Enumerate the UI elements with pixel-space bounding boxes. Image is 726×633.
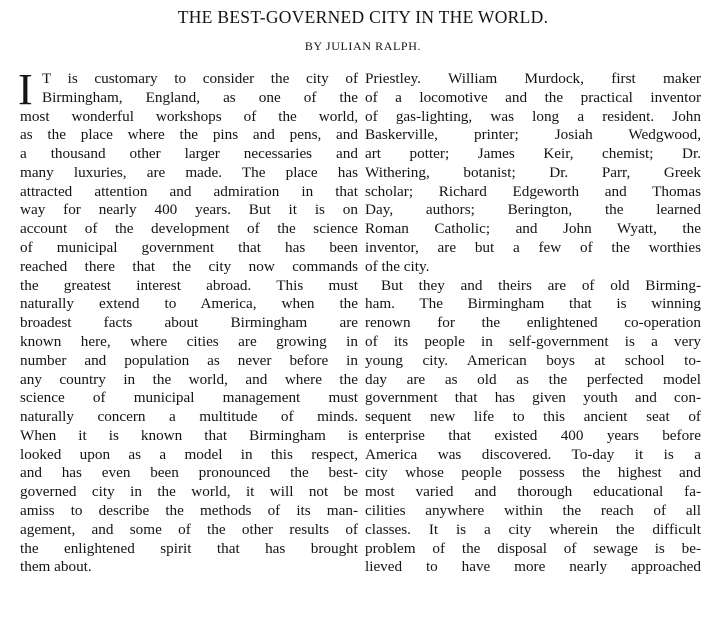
text-line: enterprise that existed 400 years before [365,426,701,444]
text-line: America was discovered. To-day it is a [365,445,701,463]
text-line: of its people in self-government is a very [365,332,701,350]
text-line: When it is known that Birmingham is [20,426,358,444]
text-line: the enlightened spirit that has brought [20,539,358,557]
text-line: of a locomotive and the practical inventor [365,88,701,106]
drop-cap: I [18,65,33,114]
article-title: THE BEST-GOVERNED CITY IN THE WORLD. [177,7,549,27]
text-line: day are as old as the perfected model [365,370,701,388]
text-line: Priestley. William Murdock, first maker [365,70,701,87]
text-line: of gas-lighting, was long a resident. John [365,107,701,125]
text-line: young city. American boys at school to- [365,351,701,369]
text-line: looked upon as a model in this respect, [20,445,358,463]
text-line: reached there that the city now commands [20,257,358,275]
text-line: number and population as never before in [20,351,358,369]
text-line: lieved to have more nearly approached [365,558,701,576]
text-line: and has even been pronounced the best- [20,464,358,482]
text-line: as the place where the pins and pens, and [20,126,358,144]
text-line: classes. It is a city wherein the difficult [365,520,701,538]
text-line: broadest facts about Birmingham are [20,314,358,332]
text-line: renown for the enlightened co-operation [365,314,701,332]
text-line: ham. The Birmingham that is winning [365,295,701,313]
text-line: naturally concern a multitude of minds. [20,408,358,426]
text-line: attracted attention and admiration in that [20,182,358,200]
text-line: Day, authors; Berington, the learned [365,201,701,219]
text-line: the greatest interest abroad. This must [20,276,358,294]
text-line: most wonderful workshops of the world, [20,107,358,125]
text-line: government that has given youth and con- [365,389,701,407]
text-line: agement, and some of the other results of [20,520,358,538]
text-line: art potter; James Keir, chemist; Dr. [365,145,701,163]
text-line: Birmingham, England, as one of the [42,88,358,106]
text-line: But they and theirs are of old Birming- [381,276,701,294]
text-line: T is customary to consider the city of [42,70,358,87]
text-line: of the city. [365,257,430,275]
text-line: them about. [20,558,92,576]
text-line: account of the development of the science [20,220,358,238]
text-line: city whose people possess the highest and [365,464,701,482]
text-line: Withering, botanist; Dr. Parr, Greek [365,163,701,181]
text-line: problem of the disposal of sewage is be- [365,539,701,557]
text-line: governed city in the world, it will not be [20,483,358,501]
text-line: naturally extend to America, when the [20,295,358,313]
text-line: sequent new life to this ancient seat of [365,408,701,426]
text-line: of municipal government that has been [20,239,358,257]
text-line: many luxuries, are made. The place has [20,163,358,181]
article-byline: BY JULIAN RALPH. [304,39,422,53]
text-line: most varied and thorough educational fa- [365,483,701,501]
text-line: Baskerville, printer; Josiah Wedgwood, [365,126,701,144]
text-line: scholar; Richard Edgeworth and Thomas [365,182,701,200]
right-column [365,70,701,577]
text-line: cilities anywhere within the reach of all [365,501,701,519]
text-line: Roman Catholic; and John Wyatt, the [365,220,701,238]
text-line: way for nearly 400 years. But it is on [20,201,358,219]
text-line: science of municipal management must [20,389,358,407]
text-line: inventor, are but a few of the worthies [365,239,701,257]
text-line: a thousand other larger necessaries and [20,145,358,163]
text-line: known here, where cities are growing in [20,332,358,350]
left-column [18,65,358,577]
text-line: amiss to describe the methods of its man- [20,501,358,519]
text-line: any country in the world, and where the [20,370,358,388]
